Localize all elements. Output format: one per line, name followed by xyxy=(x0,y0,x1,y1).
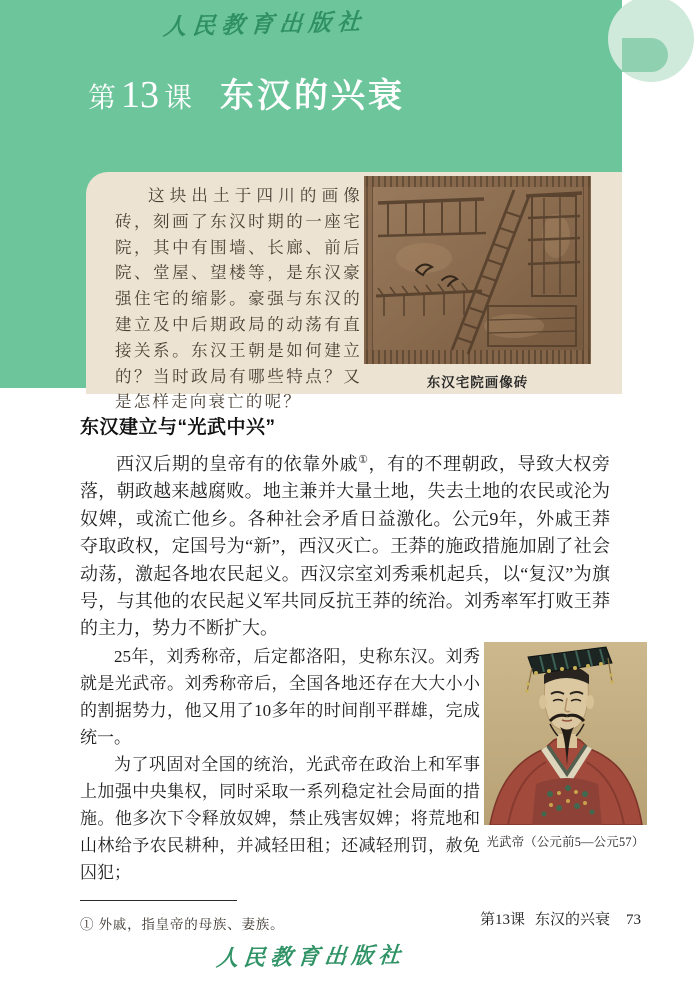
main-content xyxy=(80,412,648,933)
brick-relief-image xyxy=(364,176,591,364)
publisher-logo-bottom: 人民教育出版社 xyxy=(215,942,407,971)
page-footer xyxy=(480,908,641,929)
intro-text: 这块出土于四川的画像砖，刻画了东汉时期的一座宅院，其中有围墙、长廊、前后院、堂屋、望楼等，是东汉豪强住宅的缩影。豪强与东汉的建立及中后期政局的动荡有直接关系。东汉王朝是如何建立的？当时政局有哪些特点？又是怎样走向衰亡的呢？ xyxy=(115,186,362,412)
lesson-prefix: 第 xyxy=(88,83,117,114)
section-heading: 东汉建立与“光武中兴” xyxy=(80,417,276,438)
lesson-title-text: 东汉的兴衰 xyxy=(220,78,406,115)
brick-figure xyxy=(364,176,591,391)
emperor-guangwu-portrait-image xyxy=(484,642,647,825)
footnote-text: ① 外戚，指皇帝的母族、妻族。 xyxy=(80,916,285,932)
footnote-marker: ① xyxy=(358,454,369,466)
page-curl-notch-icon xyxy=(622,38,668,72)
paragraph-1 xyxy=(80,451,648,643)
paragraph-1-pre: 西汉后期的皇帝有的依靠外戚 xyxy=(116,454,359,474)
paragraph-2: 25年，刘秀称帝，后定都洛阳，史称东汉。刘秀就是光武帝。刘秀称帝后，全国各地还存在大大小小的割据势力，他又用了10多年的时间削平群雄，完成统一。 xyxy=(80,646,480,747)
intro-box xyxy=(86,172,622,412)
portrait-caption: 光武帝（公元前5—公元57） xyxy=(486,835,645,849)
lesson-title xyxy=(88,68,405,117)
brick-caption: 东汉宅院画像砖 xyxy=(426,375,529,390)
footnote-divider xyxy=(80,900,237,901)
publisher-logo-top: 人民教育出版社 xyxy=(162,9,368,40)
paragraph-3: 为了巩固对全国的统治，光武帝在政治上和军事上加强中央集权，同时采取一系列稳定社会局面的措施。他多次下令释放奴婢，禁止残害奴婢；将荒地和山林给予农民耕种，并减轻田租；还减轻刑罚，赦免囚犯； xyxy=(80,754,480,882)
footer-lesson-title: 东汉的兴衰 xyxy=(534,912,610,928)
lesson-suffix: 课 xyxy=(164,83,193,114)
paragraph-1-post: ，有的不理朝政，导致大权旁落，朝政越来越腐败。地主兼并大量土地，失去土地的农民或沦为奴婢，或流亡他乡。各种社会矛盾日益激化。公元9年，外戚王莽夺取政权，定国号为“新”，西汉灭亡。王莽的施政措施加剧了社会动荡，激起各地农民起义。西汉宗室刘秀乘机起兵，以“复汉”为旗号，与其他的农民起义军共同反抗王莽的统治。刘秀率军打败王莽的主力，势力不断扩大。 xyxy=(80,454,610,639)
footer-page-number: 73 xyxy=(626,912,641,928)
footer-lesson-label: 第13课 xyxy=(479,912,525,928)
portrait-figure xyxy=(484,642,647,850)
lesson-number: 13 xyxy=(121,74,160,116)
